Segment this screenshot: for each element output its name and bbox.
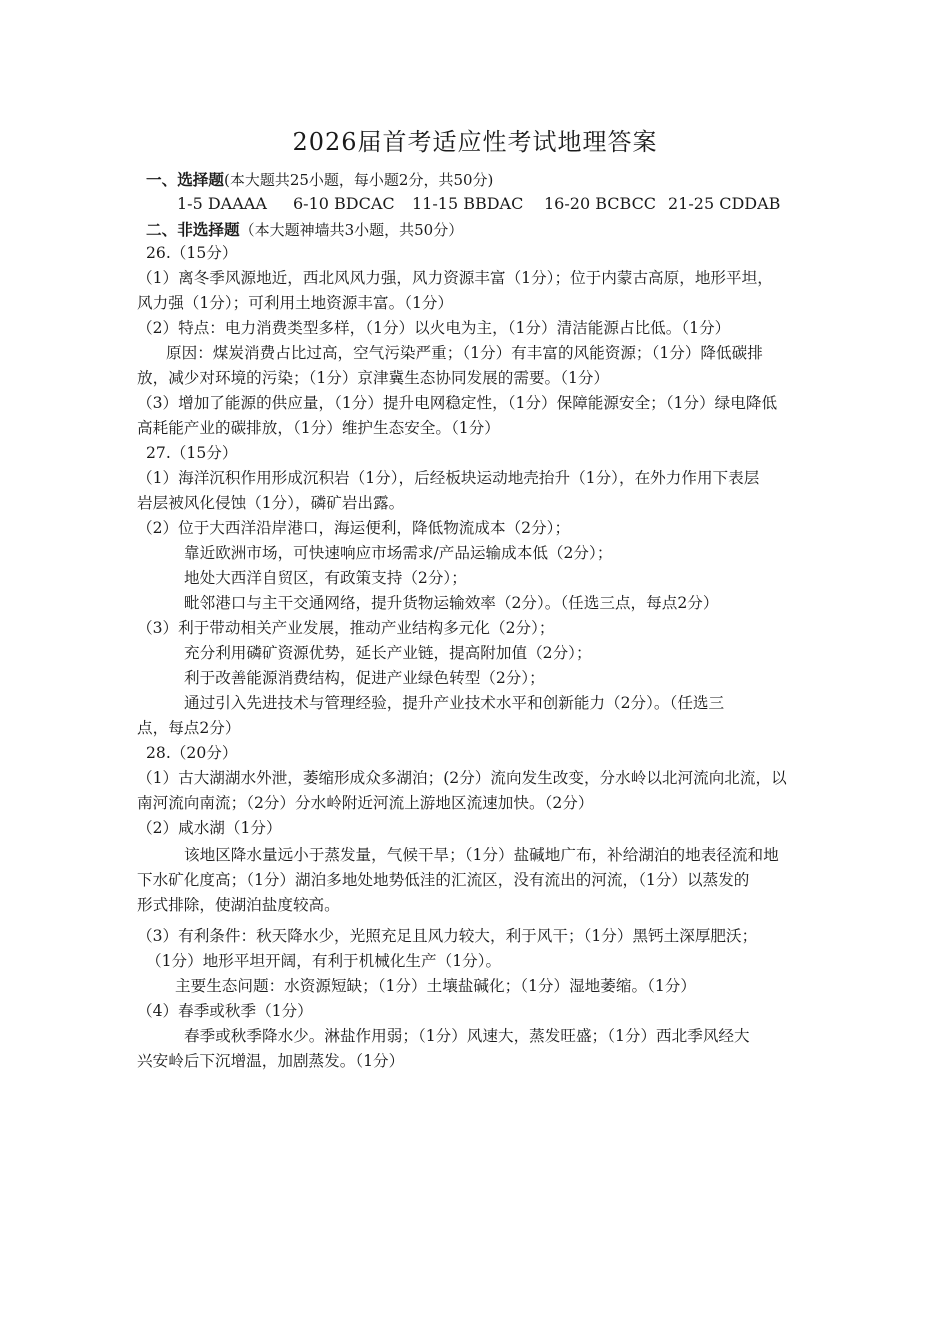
question-28-header: 28.（20分） [146, 744, 238, 762]
answer-line: 毗邻港口与主干交通网络，提升货物运输效率（2分）。（任选三点，每点2分） [184, 594, 719, 612]
question-26-header: 26.（15分） [146, 244, 238, 262]
answer-line: （1分）地形平坦开阔，有利于机械化生产（1分）。 [146, 952, 502, 970]
answer-group: 6-10 BDCAC [293, 194, 395, 213]
answer-line: （3）利于带动相关产业发展，推动产业结构多元化（2分）； [137, 619, 555, 637]
answer-group: 21-25 CDDAB [668, 194, 781, 213]
answer-line: （2）位于大西洋沿岸港口，海运便利，降低物流成本（2分）； [137, 519, 571, 537]
section-1-heading: 一、选择题 [146, 170, 224, 189]
answer-line: （4）春季或秋季（1分） [137, 1002, 313, 1020]
section-2-header [146, 220, 463, 240]
answer-group: 16-20 BCBCC [544, 194, 657, 213]
document-title: 2026届首考适应性考试地理答案 [292, 128, 658, 156]
answer-line: 下水矿化度高；（1分）湖泊多地处地势低洼的汇流区，没有流出的河流，（1分）以蒸发的 [137, 871, 750, 889]
answer-line: 通过引入先进技术与管理经验，提升产业技术水平和创新能力（2分）。（任选三 [184, 694, 725, 712]
answer-line: （1）离冬季风源地近，西北风风力强，风力资源丰富（1分）；位于内蒙古高原，地形平坦， [137, 269, 773, 287]
answer-line: 点，每点2分） [137, 719, 241, 737]
answer-line: 高耗能产业的碳排放，（1分）维护生态安全。（1分） [137, 419, 500, 437]
answer-line: 利于改善能源消费结构，促进产业绿色转型（2分）； [184, 669, 545, 687]
answer-line: （3）有利条件：秋天降水少，光照充足且风力较大，利于风干；（1分）黑钙土深厚肥沃； [137, 927, 758, 945]
section-1-note: (本大题共25小题，每小题2分，共50分) [223, 171, 494, 189]
answer-line: 靠近欧洲市场，可快速响应市场需求/产品运输成本低（2分）； [184, 544, 613, 562]
section-2-heading: 二、非选择题 [146, 220, 240, 239]
answer-line: （2）咸水湖（1分） [137, 819, 282, 837]
answer-line: 原因：煤炭消费占比过高，空气污染严重；（1分）有丰富的风能资源；（1分）降低碳排 [166, 344, 763, 362]
answer-line: 岩层被风化侵蚀（1分），磷矿岩出露。 [137, 494, 405, 512]
answer-line: 春季或秋季降水少。淋盐作用弱；（1分）风速大，蒸发旺盛；（1分）西北季风经大 [184, 1027, 750, 1045]
answer-line: （2）特点：电力消费类型多样，（1分）以火电为主，（1分）清洁能源占比低。（1分） [137, 319, 731, 337]
answer-line: 兴安岭后下沉增温，加剧蒸发。（1分） [137, 1052, 405, 1070]
answer-line: 放，减少对环境的污染；（1分）京津冀生态协同发展的需要。（1分） [137, 369, 610, 387]
answer-line: （3）增加了能源的供应量，（1分）提升电网稳定性，（1分）保障能源安全；（1分）绿电降低 [137, 394, 778, 412]
answer-group: 11-15 BBDAC [412, 194, 524, 213]
answer-line: 风力强（1分）；可利用土地资源丰富。（1分） [137, 294, 454, 312]
answer-line: 地处大西洋自贸区，有政策支持（2分）； [184, 569, 467, 587]
answer-group: 1-5 DAAAA [177, 194, 267, 213]
section-1-header [146, 170, 493, 190]
answer-line: 南河流向南流；（2分）分水岭附近河流上游地区流速加快。（2分） [137, 794, 594, 812]
question-27-header: 27.（15分） [146, 444, 238, 462]
answer-line: 充分利用磷矿资源优势，延长产业链，提高附加值（2分）； [184, 644, 592, 662]
answer-line: （1）海洋沉积作用形成沉积岩（1分），后经板块运动地壳抬升（1分），在外力作用下表层 [137, 469, 760, 487]
section-2-note: （本大题神墙共3小题，共50分） [239, 221, 464, 239]
answer-line: 主要生态问题：水资源短缺；（1分）土壤盐碱化；（1分）湿地萎缩。（1分） [175, 977, 696, 995]
answer-line: 形式排除，使湖泊盐度较高。 [137, 896, 340, 914]
answer-line: （1）古大湖湖水外泄，萎缩形成众多湖泊；(2分）流向发生改变，分水岭以北河流向北流，以 [137, 769, 787, 787]
answer-line: 该地区降水量远小于蒸发量，气候干旱；（1分）盐碱地广布，补给湖泊的地表径流和地 [184, 846, 779, 864]
